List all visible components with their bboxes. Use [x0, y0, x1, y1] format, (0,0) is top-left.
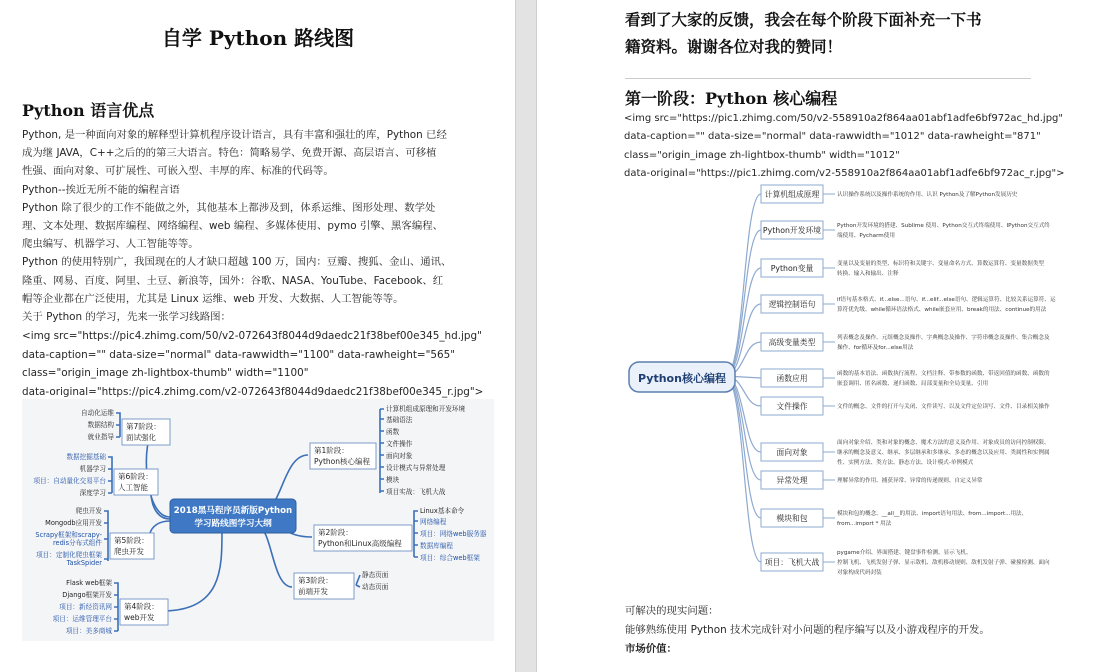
stage1-item: 设计模式与异常处理: [386, 464, 446, 472]
stage4-item: 项目：运维管理平台: [52, 615, 112, 623]
roadmap-mindmap-svg: [22, 399, 494, 641]
feedback-line: 籍资料。谢谢各位对我的赞同！: [625, 37, 843, 56]
branch-description: 算符优先级、while循环语法格式、while嵌套应用、break的用法、continue的用法: [837, 307, 1047, 313]
core-branches: [761, 185, 1056, 576]
paragraph-line: 成为继 JAVA，C++之后的的第三大语言。特色：简略易学、免费开源、高层语言、可移植: [22, 147, 437, 160]
stage1-item: 基础语法: [386, 416, 413, 424]
stage2-item: 数据库编程: [420, 542, 453, 550]
core-mindmap-svg: [625, 180, 1056, 580]
stage2-item: 项目：网络web服务器: [420, 530, 487, 538]
document-page-right: [536, 0, 1104, 672]
stage1-item: 函数: [386, 428, 400, 436]
stage4-item: 项目：新经资讯网: [59, 603, 112, 611]
feedback-note: [625, 6, 982, 60]
stage5-item: 项目：定制化爬虫框架: [36, 551, 102, 559]
branch-description: pygame介绍、界面搭建、键盘事件检测、显示飞机、: [837, 550, 972, 556]
stage2-label1: 第2阶段：: [318, 528, 353, 537]
img-source-line: data-original="https://pic4.zhimg.com/v2-072643f8044d9daedc21f38bef00e345_r.jpg">: [22, 385, 484, 398]
branch-description: from...import * 用法: [837, 521, 892, 527]
stage1-item: 文件操作: [386, 440, 413, 448]
branch-description: Python开发环境的搭建、Sublime 使用、Python交互式终端使用、IPython交互式终: [837, 223, 1050, 229]
stage4-item: Flask web框架: [66, 579, 112, 587]
branch-description: 模块和包的概念、__all__的用法、import语句用法、from...import...用法、: [837, 511, 1028, 517]
stage5-item: Mongodb应用开发: [45, 519, 102, 527]
stage5-label1: 第5阶段：: [114, 536, 149, 545]
stage1-item: 面向对象: [386, 452, 413, 460]
paragraph-line: 爬虫编写、机器学习、人工智能等等。: [22, 238, 199, 251]
center-label-line2: 学习路线图学习大纲: [194, 519, 272, 529]
paragraph-line: 关于 Python 的学习，先来一张学习线路图：: [22, 311, 231, 324]
stage1-label2: Python核心编程: [314, 457, 370, 466]
paragraph-line: 能够熟练使用 Python 技术完成针对小问题的程序编写以及小游戏程序的开发。: [625, 624, 990, 636]
img-source-line: class="origin_image zh-lightbox-thumb" width="1100": [22, 367, 309, 380]
stage5-label2: 爬虫开发: [114, 547, 144, 556]
stage6-label2: 人工智能: [118, 483, 148, 492]
stage3-label2: 前端开发: [298, 587, 328, 596]
img-source-line: class="origin_image zh-lightbox-thumb" width="1012": [624, 149, 900, 161]
stage6-item: 深度学习: [79, 489, 106, 497]
branch-label: 面向对象: [776, 448, 808, 457]
paragraph-line: Python, 是一种面向对象的解释型计算机程序设计语言，具有丰富和强壮的库，Python 已经: [22, 129, 447, 141]
paragraph-line: 隆重、网易、百度、阿里、土豆、新浪等，国外：谷歌、NASA、YouTube、Facebook、红: [22, 274, 444, 287]
branch-description: 控制飞机、飞机发射子弹、显示敌机、敌机移动规则、敌机发射子弹、碰撞检测、面向: [837, 560, 1050, 566]
stage7-label1: 第7阶段：: [126, 422, 161, 431]
page-gap: [516, 0, 536, 672]
paragraph-line: 帽等企业都在广泛使用，尤其是 Linux 运维、web 开发、大数据、人工智能等等。: [22, 292, 404, 305]
branch-label: Python变量: [770, 264, 814, 273]
after-text: [625, 602, 1095, 659]
paragraph-line: Python--挨近无所不能的编程言语: [22, 183, 180, 196]
paragraph-line: 性强、面向对象、可扩展性、可嵌入型、丰厚的库、标准的代码等。: [22, 165, 334, 178]
stage7-item: 自动化运维: [81, 409, 114, 417]
stage1-item: 计算机组成原理和开发环境: [386, 405, 466, 413]
roadmap-mindmap-image: [22, 399, 494, 641]
branch-description: 转换、输入和输出、注释: [837, 271, 899, 277]
branch-description: 函数的基本语法、函数执行流程、文档注释、带参数的函数、带返回值的函数、函数的: [837, 371, 1050, 377]
stage7-item: 数据结构: [87, 421, 114, 429]
branch-label: Python开发环境: [762, 226, 822, 235]
stage2-item: 项目：综合web框架: [420, 554, 480, 562]
section-heading-python-advantages: Python 语言优点: [22, 101, 155, 120]
stage6-item: 项目：自动量化交易平台: [33, 477, 106, 485]
branch-label: 模块和包: [776, 514, 808, 523]
stage5-item: Scrapy框架和scrapy-: [35, 531, 102, 539]
stage2-item: Linux基本命令: [420, 507, 465, 515]
stage1-label1: 第1阶段：: [314, 446, 349, 455]
stage6-label1: 第6阶段：: [118, 472, 153, 481]
stage6-item: 数据挖掘基础: [66, 453, 106, 461]
paragraph-line: 可解决的现实问题：: [625, 605, 719, 617]
branch-description: 对象构成代码封装: [837, 570, 882, 576]
stage5-item: TaskSpider: [66, 559, 102, 567]
feedback-line: 看到了大家的反馈，我会在每个阶段下面补充一下书: [625, 10, 982, 29]
stage3-label1: 第3阶段：: [298, 576, 333, 585]
market-value-label: 市场价值：: [625, 643, 677, 655]
stage4-item: Django框架开发: [62, 591, 112, 599]
stage3-item: 静态页面: [362, 571, 389, 579]
image-source-code: [624, 110, 1064, 184]
img-source-line: <img src="https://pic1.zhimg.com/50/v2-558910a2f864aa01abf1adfe6bf972ac_hd.jpg": [624, 113, 1063, 124]
core-center-label: Python核心编程: [638, 372, 726, 385]
stage1-item: 项目实战：飞机大战: [386, 488, 446, 496]
branch-description: 文件的概念、文件的打开与关闭、文件读写、以及文件定位读写、文件、目录相关操作: [837, 404, 1050, 410]
paragraph-line: Python 的使用特别广，我国现在的人才缺口超越 100 万，国内：豆瓣、搜狐、金山、通讯、: [22, 256, 452, 269]
branch-description: 认识操作系统以及操作系统的作用、认识 Python及了解Python发展历史: [837, 192, 1018, 198]
document-page-left: [0, 0, 516, 672]
stage4-label1: 第4阶段：: [124, 602, 159, 611]
stage4-item: 项目：美多商城: [65, 627, 112, 635]
branch-description: 端使用、Pycharm使用: [837, 233, 895, 239]
core-programming-mindmap-image: [625, 180, 1056, 580]
branch-label: 逻辑控制语句: [768, 300, 816, 309]
stage7-label2: 面试强化: [126, 433, 156, 442]
image-source-code: [22, 327, 483, 401]
branch-label: 高级变量类型: [768, 338, 816, 347]
branch-label: 计算机组成原理: [764, 190, 820, 199]
body-text: [22, 126, 502, 326]
branch-description: if语句基本格式、if...else...语句、if...elif...else语句、逻辑运算符、比较关系运算符、运: [837, 297, 1056, 303]
paragraph-line: Python 除了很少的工作不能做之外，其他基本上都涉及到，体系运维、图形处理、数学处: [22, 201, 436, 214]
branch-description: 嵌套调用、匿名函数、递归函数、局部变量和全局变量、引用: [837, 381, 989, 387]
stage7-item: 就业指导: [87, 433, 114, 441]
branch-description: 操作、for循环及for...else用法: [837, 345, 914, 351]
stage5-item: 爬虫开发: [75, 507, 102, 515]
paragraph-line: 理、文本处理、数据库编程、网络编程、web 编程、多媒体使用、pymo 引擎、黑客编程、: [22, 220, 443, 233]
branch-description: 面向对象介绍、类和对象的概念、魔术方法的意义及作用、对象成员的访问控制权限、: [837, 440, 1050, 446]
stage3-item: 动态页面: [362, 583, 389, 591]
img-source-line: data-original="https://pic1.zhimg.com/v2-558910a2f864aa01abf1adfe6bf972ac_r.jpg">: [624, 168, 1065, 180]
stage2-item: 网络编程: [420, 518, 447, 526]
stage4-label2: web开发: [124, 613, 155, 622]
divider: [625, 78, 1031, 79]
stage2-label2: Python和Linux高级编程: [318, 539, 402, 548]
stage6-item: 机器学习: [79, 465, 106, 473]
branch-label: 函数应用: [776, 374, 808, 383]
center-label-line1: 2018黑马程序员新版Python: [173, 506, 293, 516]
branch-label: 异常处理: [776, 476, 808, 485]
branch-description: 列表概念及操作、元组概念及操作、字典概念及操作、字符串概念及操作、集合概念及: [837, 335, 1050, 341]
stage1-item: 模块: [386, 476, 400, 484]
stage5-item: redis分布式组件: [52, 539, 102, 547]
branch-label: 项目：飞机大战: [764, 558, 820, 567]
branch-description: 理解异常的作用、捕获异常、异常的传递规则、自定义异常: [837, 478, 983, 484]
branch-description: 继承的概念及意义、继承、多层继承和多继承、多态的概念以及应用、类属性和实例属: [837, 450, 1050, 456]
branch-description: 性、实例方法、类方法、静态方法、设计模式-单例模式: [837, 460, 974, 466]
branch-description: 变量以及变量的类型、标识符和关键字、变量命名方式、算数运算符、变量数据类型: [837, 261, 1044, 267]
img-source-line: <img src="https://pic4.zhimg.com/50/v2-072643f8044d9daedc21f38bef00e345_hd.jpg": [22, 330, 482, 342]
img-source-line: data-caption="" data-size="normal" data-rawwidth="1100" data-rawheight="565": [22, 348, 456, 361]
img-source-line: data-caption="" data-size="normal" data-rawwidth="1012" data-rawheight="871": [624, 131, 1041, 143]
section-heading-stage1: 第一阶段：Python 核心编程: [625, 89, 838, 108]
branch-label: 文件操作: [776, 402, 808, 411]
document-title: 自学 Python 路线图: [161, 26, 355, 50]
